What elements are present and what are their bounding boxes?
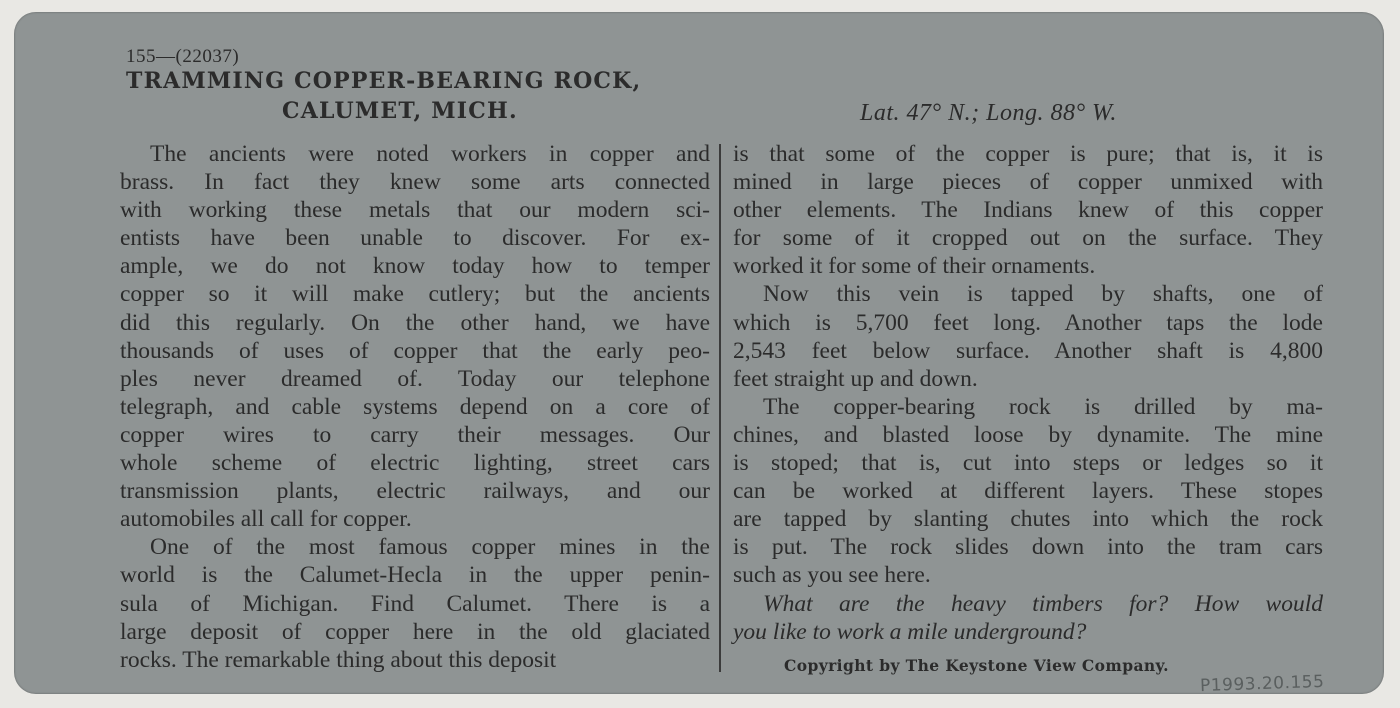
text-line: is stoped; that is, cut into steps or ledges so it — [733, 450, 1323, 477]
text-line: whole scheme of electric lighting, street cars — [120, 450, 710, 477]
stereograph-card-back — [14, 12, 1384, 697]
text-line: are tapped by slanting chutes into which the rock — [733, 506, 1323, 533]
text-line: worked it for some of their ornaments. — [733, 253, 1096, 280]
text-line: mined in large pieces of copper unmixed with — [733, 169, 1323, 196]
text-line: thousands of uses of copper that the early peo- — [120, 337, 710, 364]
left-text-column — [120, 140, 710, 674]
text-line: did this regularly. On the other hand, we have — [120, 309, 710, 336]
text-line: with working these metals that our modern sci- — [120, 197, 710, 224]
text-line: ples never dreamed of. Today our telephone — [120, 365, 710, 392]
card-number: 155—(22037) — [126, 46, 240, 67]
text-line: One of the most famous copper mines in the — [150, 534, 710, 561]
text-line: you like to work a mile underground? — [733, 618, 1087, 645]
text-line: such as you see here. — [733, 562, 931, 589]
text-line: Now this vein is tapped by shafts, one of — [763, 281, 1323, 308]
right-text-column — [733, 140, 1323, 646]
text-line: can be worked at different layers. These stopes — [733, 478, 1323, 505]
text-line: copper wires to carry their messages. Our — [120, 421, 710, 448]
text-line: for some of it cropped out on the surface. They — [733, 225, 1323, 252]
text-line: which is 5,700 feet long. Another taps the lode — [733, 309, 1323, 336]
text-line: large deposit of copper here in the old glaciated — [120, 618, 710, 645]
text-line: other elements. The Indians knew of this copper — [733, 197, 1323, 224]
text-line: automobiles all call for copper. — [120, 506, 412, 533]
text-line: The copper-bearing rock is drilled by ma- — [763, 393, 1323, 420]
text-line: copper so it will make cutlery; but the ancients — [120, 281, 710, 308]
text-line: is that some of the copper is pure; that is, it is — [733, 141, 1323, 167]
text-line: The ancients were noted workers in copper and — [150, 141, 710, 167]
text-line: 2,543 feet below surface. Another shaft is 4,800 — [733, 337, 1323, 364]
text-line: What are the heavy timbers for? How would — [763, 590, 1323, 617]
column-divider — [719, 144, 721, 672]
card-title-line-1: TRAMMING COPPER-BEARING ROCK, — [126, 68, 642, 94]
copyright-notice: Copyright by The Keystone View Company. — [784, 656, 1169, 675]
text-line: telegraph, and cable systems depend on a core of — [120, 393, 710, 420]
accession-number: P1993.20.155 — [1199, 671, 1325, 697]
card-title-line-2: CALUMET, MICH. — [282, 98, 518, 124]
location-coordinates: Lat. 47° N.; Long. 88° W. — [860, 100, 1117, 126]
text-line: is put. The rock slides down into the tram cars — [733, 534, 1323, 561]
text-line: feet straight up and down. — [733, 365, 978, 392]
text-line: world is the Calumet-Hecla in the upper penin- — [120, 562, 710, 589]
text-line: entists have been unable to discover. For ex- — [120, 225, 710, 252]
text-line: brass. In fact they knew some arts connected — [120, 169, 710, 196]
text-line: sula of Michigan. Find Calumet. There is a — [120, 590, 710, 617]
text-line: transmission plants, electric railways, and our — [120, 478, 710, 505]
text-line: chines, and blasted loose by dynamite. The mine — [733, 421, 1323, 448]
text-line: rocks. The remarkable thing about this deposit — [120, 646, 557, 673]
text-line: ample, we do not know today how to temper — [120, 253, 710, 280]
